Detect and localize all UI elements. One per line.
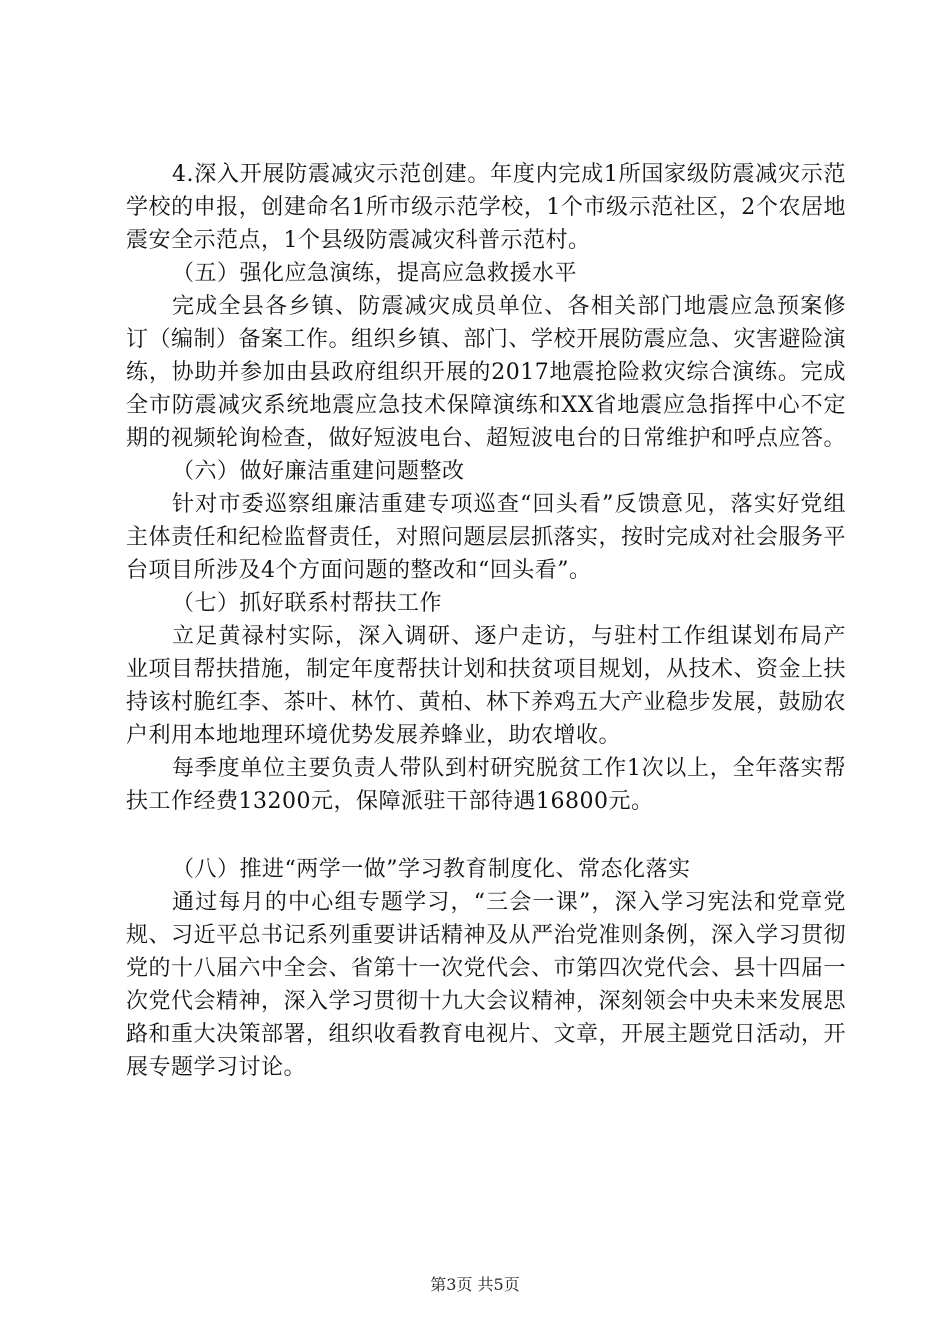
paragraph-section-5: 完成全县各乡镇、防震减灾成员单位、各相关部门地震应急预案修订（编制）备案工作。组织乡镇、部门、学校开展防震应急、灾害避险演练，协助并参加由县政府组织开展的2017地震抢险救灾综合演练。完成全市防震减灾系统地震应急技术保障演练和XX省地震应急指挥中心不定期的视频轮询检查，做好短波电台、超短波电台的日常维护和呼点应答。 <box>126 294 847 451</box>
section-heading-6: （六）做好廉洁重建问题整改 <box>172 459 465 484</box>
paragraph-section-7b: 每季度单位主要负责人带队到村研究脱贫工作1次以上，全年落实帮扶工作经费13200元，保障派驻干部待遇16800元。 <box>126 756 846 814</box>
paragraph-gap <box>126 818 846 853</box>
paragraph-section-6: 针对市委巡察组廉洁重建专项巡查“回头看”反馈意见，落实好党组主体责任和纪检监督责任，对照问题层层抓落实，按时完成对社会服务平台项目所涉及4个方面问题的整改和“回头看”。 <box>126 492 847 583</box>
paragraph-section-7a: 立足黄禄村实际，深入调研、逐户走访，与驻村工作组谋划布局产业项目帮扶措施，制定年度帮扶计划和扶贫项目规划，从技术、资金上扶持该村脆红李、茶叶、林竹、黄柏、林下养鸡五大产业稳步发展，鼓励农户利用本地地理环境优势发展养蜂业，助农增收。 <box>126 624 847 748</box>
page-number-footer: 第3页 共5页 <box>430 1275 520 1294</box>
paragraph-section-8: 通过每月的中心组专题学习，“三会一课”，深入学习宪法和党章党规、习近平总书记系列重要讲话精神及从严治党准则条例，深入学习贯彻党的十八届六中全会、省第十一次党代会、市第四次党代会、县十四届一次党代会精神，深入学习贯彻十九大会议精神，深刻领会中央未来发展思路和重大决策部署，组织收看教育电视片、文章，开展主题党日活动，开展专题学习讨论。 <box>126 890 847 1080</box>
section-heading-7: （七）抓好联系村帮扶工作 <box>172 591 443 616</box>
section-heading-5: （五）强化应急演练，提高应急救援水平 <box>172 261 578 286</box>
section-heading-8: （八）推进“两学一做”学习教育制度化、常态化落实 <box>172 857 691 882</box>
document-body <box>126 158 846 1084</box>
paragraph-item-4: 4.深入开展防震减灾示范创建。年度内完成1所国家级防震减灾示范学校的申报，创建命名1所市级示范学校，1个市级示范社区，2个农居地震安全示范点，1个县级防震减灾科普示范村。 <box>126 162 846 253</box>
